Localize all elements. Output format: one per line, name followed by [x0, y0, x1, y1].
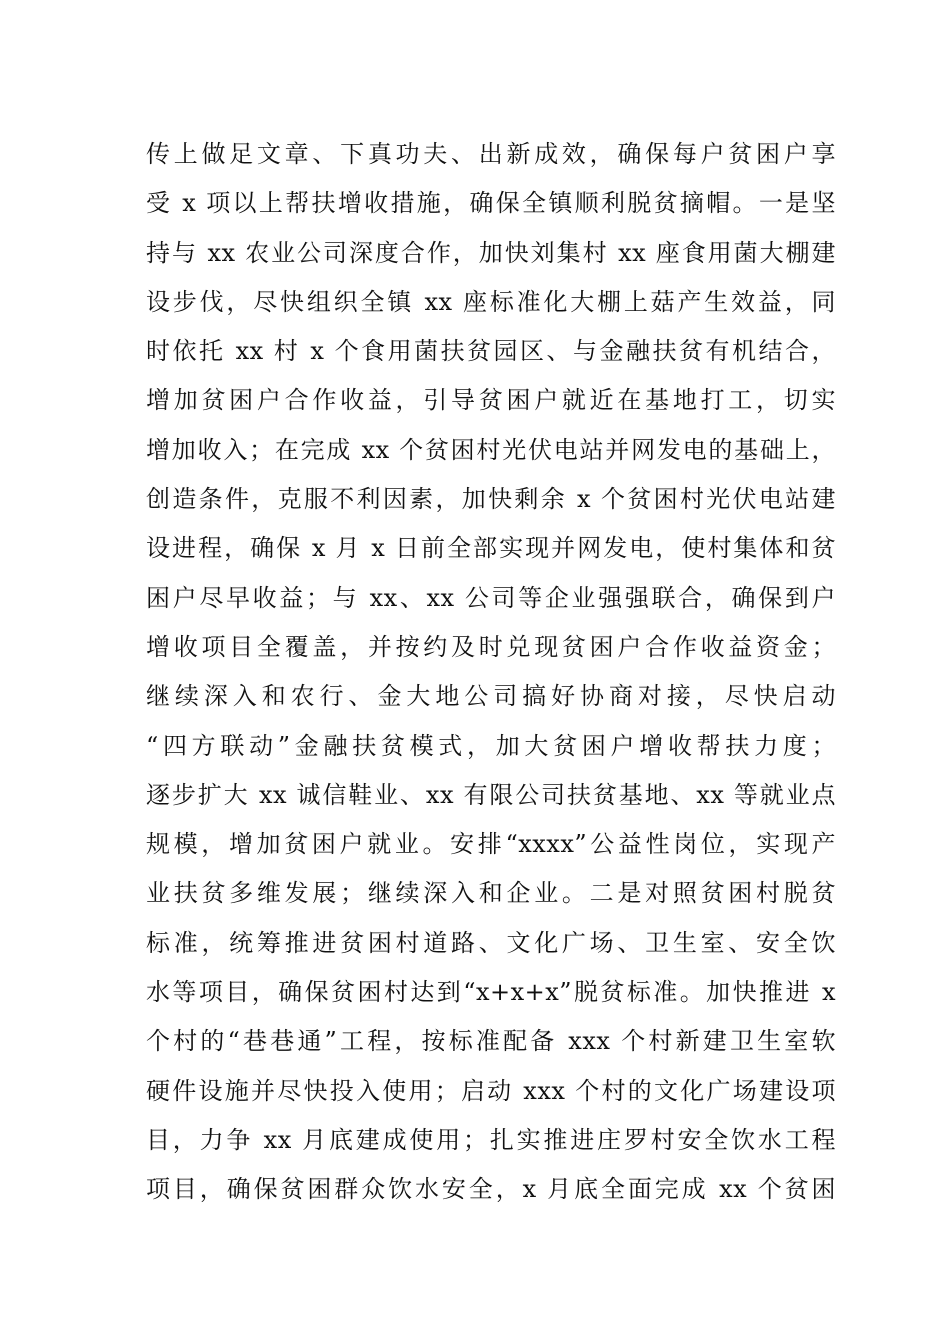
- text-line: 继续深入和农行、金大地公司搞好协商对接，尽快启动: [146, 682, 836, 711]
- text-line: 困户尽早收益；与 xx、xx 公司等企业强强联合，确保到户: [146, 583, 836, 612]
- text-line: 个村的“巷巷通”工程，按标准配备 xxx 个村新建卫生室软: [146, 1027, 836, 1056]
- text-line: 增加贫困户合作收益，引导贫困户就近在基地打工，切实: [146, 386, 836, 415]
- text-line: 创造条件，克服不利因素，加快剩余 x 个贫困村光伏电站建: [146, 485, 836, 514]
- body-text: [146, 130, 836, 1215]
- text-line: 持与 xx 农业公司深度合作，加快刘集村 xx 座食用菌大棚建: [146, 238, 836, 267]
- text-line: “四方联动”金融扶贫模式，加大贫困户增收帮扶力度；: [146, 731, 836, 760]
- text-line: 设步伐，尽快组织全镇 xx 座标准化大棚上菇产生效益，同: [146, 287, 836, 316]
- text-line: 标准，统筹推进贫困村道路、文化广场、卫生室、安全饮: [146, 928, 836, 957]
- text-line: 水等项目，确保贫困村达到“x+x+x”脱贫标准。加快推进 x: [146, 978, 836, 1007]
- text-line: 硬件设施并尽快投入使用；启动 xxx 个村的文化广场建设项: [146, 1076, 836, 1105]
- text-line: 逐步扩大 xx 诚信鞋业、xx 有限公司扶贫基地、xx 等就业点: [146, 780, 836, 809]
- text-line: 业扶贫多维发展；继续深入和企业。二是对照贫困村脱贫: [146, 879, 836, 908]
- text-line: 增收项目全覆盖，并按约及时兑现贫困户合作收益资金；: [146, 632, 836, 661]
- text-line: 传上做足文章、下真功夫、出新成效，确保每户贫困户享: [146, 140, 836, 168]
- text-line: 目，力争 xx 月底建成使用；扎实推进庄罗村安全饮水工程: [146, 1125, 836, 1154]
- text-line: 项目，确保贫困群众饮水安全，x 月底全面完成 xx 个贫困: [146, 1175, 836, 1204]
- text-line: 受 x 项以上帮扶增收措施，确保全镇顺利脱贫摘帽。一是坚: [146, 189, 836, 218]
- text-line: 时依托 xx 村 x 个食用菌扶贫园区、与金融扶贫有机结合，: [146, 337, 836, 366]
- text-line: 增加收入；在完成 xx 个贫困村光伏电站并网发电的基础上，: [146, 435, 836, 464]
- text-line: 规模，增加贫困户就业。安排“xxxx”公益性岗位，实现产: [146, 830, 836, 859]
- text-line: 设进程，确保 x 月 x 日前全部实现并网发电，使村集体和贫: [146, 534, 836, 563]
